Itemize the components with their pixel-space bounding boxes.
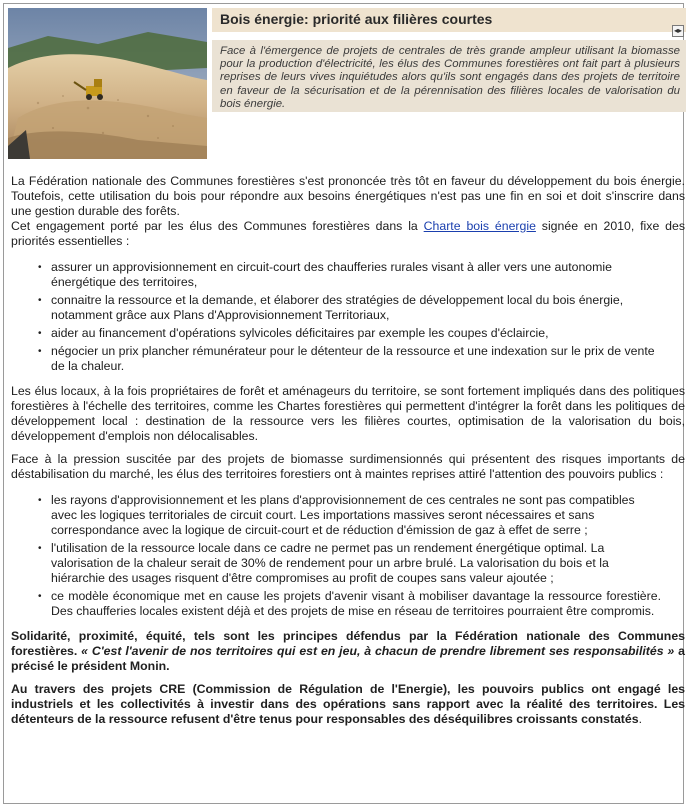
article-intro: Face à l'émergence de projets de centrales de très grande ampleur utilisant la biomasse pour la production d'électricité, les élus des Communes forestières ont fait part à plusieurs reprises de leurs vives inquiétudes alors qu'ils sont engagés dans des projets de territoire en faveur de la sécurisation et de la pérennisation des filières locales de valorisation du bois énergie. [212, 40, 686, 112]
paragraph-principles [11, 629, 685, 674]
cre-text: Au travers des projets CRE (Commission de Régulation de l'Energie), les pouvoirs publics ont engagé les industriels et les collectivités à investir dans des opérations sans rapport avec la réalité des territoires. Les détenteurs de la ressource refusent d'être tenus pour responsables des déséquilibres croissants constatés [11, 682, 685, 726]
list-item: • les rayons d'approvisionnement et les plans d'approvisionnement de ces centrales ne sont pas compatibles avec les logiques territoriales de circuit court. Les importations massives seront nécessaires et sans correspondance avec la logique de circuit-court et de réduction d'émission de gaz à effet de serre ; [51, 493, 685, 538]
article-body [11, 174, 685, 735]
list-item: • négocier un prix plancher rémunérateur pour le détenteur de la ressource et une indexation sur le prix de vente de la chaleur. [51, 344, 685, 374]
list-item: • assurer un approvisionnement en circuit-court des chaufferies rurales visant à aller vers une autonomie énergétique des territoires, [51, 260, 685, 290]
paragraph-cre [11, 682, 685, 727]
woodchip-pile-illustration [8, 8, 207, 159]
principles-lead: Solidarité, proximité, équité, tels sont les principes défendus par la Fédération nationale des Communes forestières. [11, 629, 685, 658]
paragraph-local-elected: Les élus locaux, à la fois propriétaires de forêt et aménageurs du territoire, se sont fortement impliqués dans des politiques forestières à l'échelle des territoires, comme les Chartes forestières qui permettent d'intégrer la forêt dans les politiques de développement local : destination de la ressource vers les filières courtes, optimisation de la valorisation du bois, développement d'emplois non délocalisables. [11, 384, 685, 443]
list-item: • connaitre la ressource et la demande, et élaborer des stratégies de développement local du bois énergie, notamment grâce aux Plans d'Approvisionnement Territoriaux, [51, 293, 685, 323]
principles-tail: a précisé le président Monin. [11, 644, 685, 673]
paragraph-federation: La Fédération nationale des Communes forestières s'est prononcée très tôt en faveur du développement du bois énergie. Toutefois, cette utilisation du bois pour répondre aux besoins énergétiques n'est pas une fin en soi et doit s'inscrire dans une gestion durable des forêts. [11, 174, 685, 218]
list-item: • ce modèle économique met en cause les projets d'avenir visant à mobiliser davantage la ressource forestière. Des chaufferies locales existent déjà et des projets de mise en réseau de territoires pourraient être compromis. [51, 589, 685, 619]
paragraph-charter-lead: Cet engagement porté par les élus des Communes forestières dans la [11, 219, 424, 233]
woodchip-pile-photo [8, 8, 207, 159]
paragraph-charter-tail: signée en 2010, fixe des priorités essentielles : [11, 219, 685, 248]
president-quote: « C'est l'avenir de nos territoires qui est en jeu, à chacun de prendre librement ses responsabilités » [81, 644, 675, 658]
charte-bois-energie-link[interactable]: Charte bois énergie [423, 219, 536, 233]
article-frame [3, 3, 684, 804]
priorities-list [11, 260, 685, 374]
article-title: Bois énergie: priorité aux filières courtes [212, 8, 686, 32]
paragraph-charter [11, 219, 685, 249]
double-arrow-icon[interactable]: ◂▸ [673, 26, 683, 35]
cre-end: . [638, 712, 642, 726]
concerns-list [11, 493, 685, 619]
paragraph-biomass-pressure: Face à la pression suscitée par des projets de biomasse surdimensionnés qui présentent des risques importants de déstabilisation du marché, les élus des territoires forestiers ont à maintes reprises attiré l'attention des pouvoirs publics : [11, 452, 685, 481]
list-item: • l'utilisation de la ressource locale dans ce cadre ne permet pas un rendement énergétique optimal. La valorisation de la chaleur serait de 30% de rendement pour un arbre brulé. La valorisation du bois et la hiérarchie des usages risquent d'être compromises au profit de coupes sans valeur ajoutée ; [51, 541, 685, 586]
list-item: • aider au financement d'opérations sylvicoles déficitaires par exemple les coupes d'éclaircie, [51, 326, 685, 341]
